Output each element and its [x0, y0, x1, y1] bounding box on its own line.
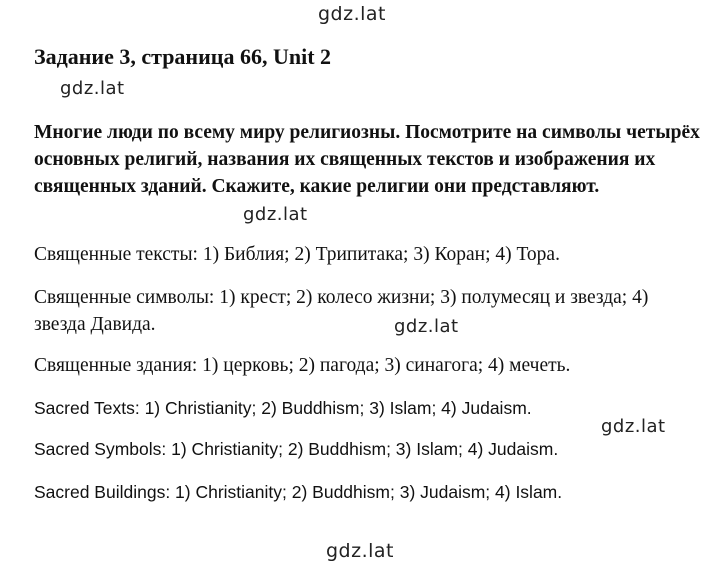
answer-line-sacred-texts-ru: Священные тексты: 1) Библия; 2) Трипитака; 3) Коран; 4) Тора.: [34, 244, 560, 265]
page-title: Задание 3, страница 66, Unit 2: [34, 44, 332, 69]
watermark: gdz.lat: [394, 316, 459, 337]
answer-line-sacred-buildings-ru: Священные здания: 1) церковь; 2) пагода; 3) синагога; 4) мечеть.: [34, 355, 571, 376]
answer-line-sacred-texts-en: Sacred Texts: 1) Christianity; 2) Buddhism; 3) Islam; 4) Judaism.: [34, 398, 532, 418]
answer-line-sacred-symbols-ru: Священные символы: 1) крест; 2) колесо жизни; 3) полумесяц и звезда; 4) звезда Давида.: [34, 287, 649, 335]
watermark: gdz.lat: [601, 416, 666, 437]
answer-line-sacred-symbols-en: Sacred Symbols: 1) Christianity; 2) Buddhism; 3) Islam; 4) Judaism.: [34, 439, 559, 459]
answer-line-sacred-buildings-en: Sacred Buildings: 1) Christianity; 2) Buddhism; 3) Judaism; 4) Islam.: [34, 482, 563, 502]
watermark-bottom: gdz.lat: [326, 540, 395, 562]
watermark: gdz.lat: [243, 204, 308, 225]
watermark: gdz.lat: [60, 78, 125, 99]
task-instructions: Многие люди по всему миру религиозны. Посмотрите на символы четырёх основных религий, названия их священных текстов и изображения их священных зданий. Скажите, какие религии они представляют.: [34, 122, 700, 197]
watermark-top: gdz.lat: [318, 3, 387, 25]
